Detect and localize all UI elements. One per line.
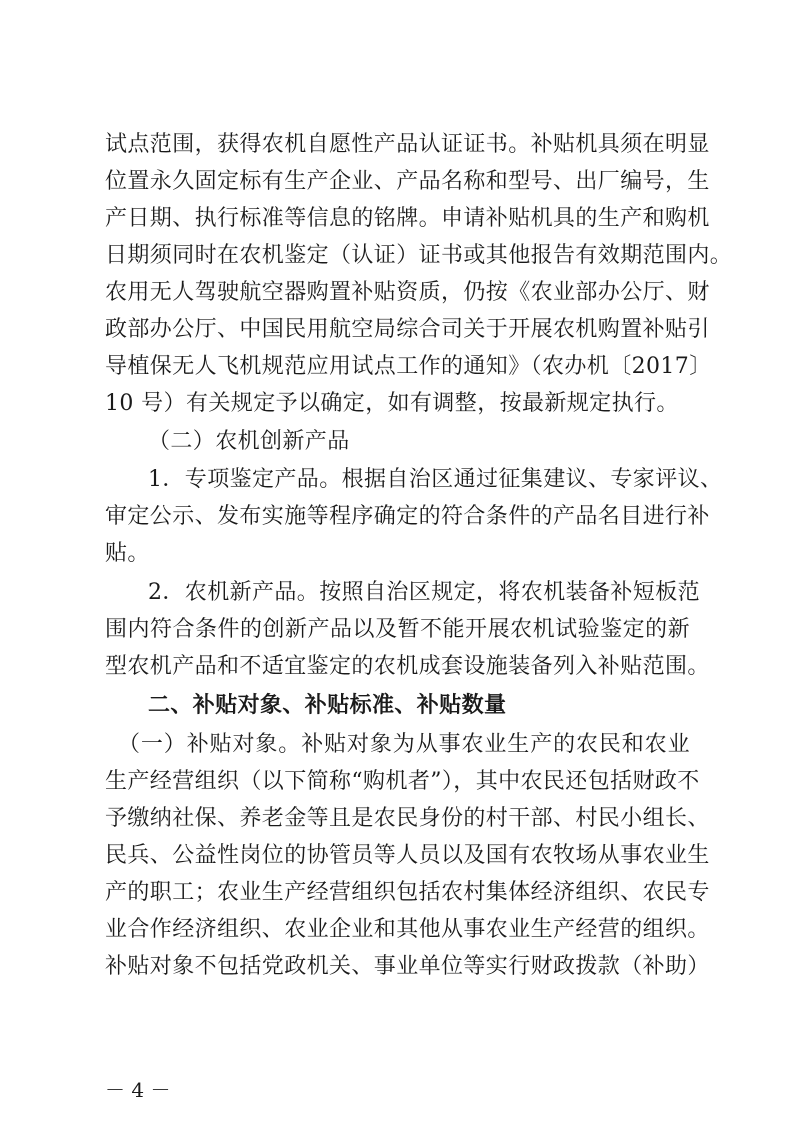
paragraph-line: 农用无人驾驶航空器购置补贴资质，仍按《农业部办公厅、财 [105, 280, 710, 305]
section-heading-bold: 二、补贴对象、补贴标准、补贴数量 [148, 693, 507, 718]
paragraph-line: 1．专项鉴定产品。根据自治区通过征集建议、专家评议、 [148, 467, 723, 492]
paragraph-line: 予缴纳社保、养老金等且是农民身份的村干部、村民小组长、 [105, 806, 710, 831]
paragraph-line: 试点范围，获得农机自愿性产品认证证书。补贴机具须在明显 [105, 132, 710, 157]
paragraph-line: 生产经营组织（以下简称“购机者”），其中农民还包括财政不 [105, 769, 700, 794]
paragraph-line: 民兵、公益性岗位的协管员等人员以及国有农牧场从事农业生 [105, 843, 710, 868]
section-heading: （二）农机创新产品 [148, 429, 350, 454]
paragraph-line: 2．农机新产品。按照自治区规定，将农机装备补短板范 [148, 580, 700, 605]
paragraph-line: 政部办公厅、中国民用航空局综合司关于开展农机购置补贴引 [105, 317, 710, 342]
paragraph-line: 产的职工；农业生产经营组织包括农村集体经济组织、农民专 [105, 880, 710, 905]
paragraph-line: 补贴对象不包括党政机关、事业单位等实行财政拨款（补助） [105, 954, 710, 979]
paragraph-line: （一）补贴对象。补贴对象为从事农业生产的农民和农业 [118, 732, 690, 757]
paragraph-line: 导植保无人飞机规范应用试点工作的通知》（农办机〔2017〕 [105, 354, 712, 379]
paragraph-line: 型农机产品和不适宜鉴定的农机成套设施装备列入补贴范围。 [105, 654, 710, 679]
paragraph-line: 围内符合条件的创新产品以及暂不能开展农机试验鉴定的新 [105, 617, 690, 642]
paragraph-line: 日期须同时在农机鉴定（认证）证书或其他报告有效期范围内。 [105, 243, 733, 268]
paragraph-line: 审定公示、发布实施等程序确定的符合条件的产品名目进行补 [105, 504, 710, 529]
paragraph-line: 贴。 [105, 541, 150, 566]
paragraph-line: 10 号）有关规定予以确定，如有调整，按最新规定执行。 [105, 391, 679, 416]
paragraph-line: 业合作经济组织、农业企业和其他从事农业生产经营的组织。 [105, 917, 710, 942]
page-number: － 4 － [105, 1078, 171, 1102]
paragraph-line: 产日期、执行标准等信息的铭牌。申请补贴机具的生产和购机 [105, 206, 710, 231]
paragraph-line: 位置永久固定标有生产企业、产品名称和型号、出厂编号，生 [105, 169, 710, 194]
